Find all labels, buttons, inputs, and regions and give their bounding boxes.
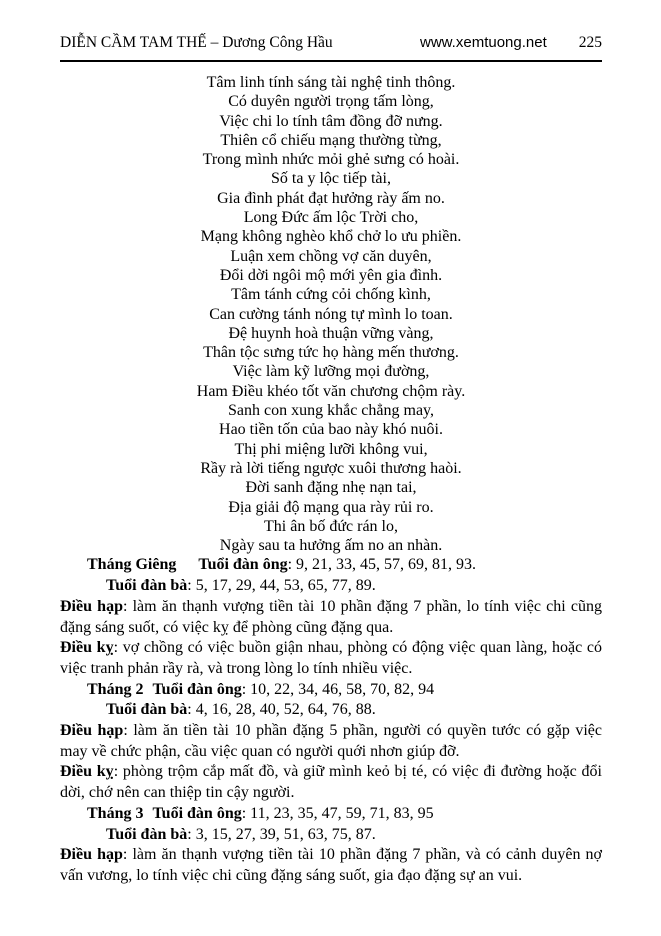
poem-line: Đệ huynh hoà thuận vững vàng, <box>228 324 434 342</box>
women-ages-line <box>60 576 602 597</box>
poem-line: Ngày sau ta hưởng ấm no an nhàn. <box>219 537 443 555</box>
poem-line: Sanh con xung khắc chẳng may, <box>227 402 434 420</box>
poem-line: Thi ân bố đức rán lo, <box>264 517 398 535</box>
men-ages-label: Tuổi đàn ông <box>198 556 288 574</box>
hap-text: : làm ăn thạnh vượng tiền tài 10 phần đặng 7 phần, lo tính việc chi cũng đặng sáng suốt, có việc kỵ để phòng cũng đặng qua. <box>60 597 603 636</box>
women-ages-line <box>60 700 602 721</box>
men-ages-values: : 11, 23, 35, 47, 59, 71, 83, 95 <box>241 804 434 822</box>
ky-text: : phòng trộm cắp mất đồ, và giữ mình keỏ bị té, có việc đi đường hoặc đổi dời, chớ nên can thiệp tin cậy người. <box>60 763 602 802</box>
poem-line: Thân tộc sưng tức họ hàng mến thương. <box>203 344 459 362</box>
poem-line: Rầy rà lời tiếng ngược xuôi thương haòi. <box>200 459 462 477</box>
month-label: Tháng Giêng <box>87 556 177 574</box>
poem-line: Thị phi miệng lưỡi không vui, <box>234 440 428 458</box>
poem-line: Gia đình phát đạt hưởng rày ấm no. <box>217 189 445 207</box>
women-ages-label: Tuổi đàn bà <box>106 825 188 843</box>
poem-line: Tâm linh tính sáng tài nghệ tinh thông. <box>206 74 456 91</box>
month-label: Tháng 2 <box>87 680 144 698</box>
page-content <box>60 73 602 887</box>
hap-paragraph <box>60 721 602 762</box>
ky-paragraph <box>60 638 602 679</box>
men-ages-label: Tuổi đàn ông <box>152 680 242 698</box>
poem-line: Đời sanh đặng nhẹ nạn tai, <box>245 479 417 497</box>
hap-label: Điều hạp <box>60 846 123 864</box>
women-ages-label: Tuổi đàn bà <box>106 577 188 595</box>
website-text: www.xemtuong.net <box>420 34 547 51</box>
hap-paragraph <box>60 845 602 886</box>
poem-line: Mạng không nghèo khổ chở lo ưu phiền. <box>200 228 462 246</box>
poem-line: Việc chi lo tính tâm đồng đỡ nưng. <box>219 112 443 130</box>
poem-line: Số ta y lộc tiếp tài, <box>271 170 391 188</box>
women-ages-line <box>60 825 602 846</box>
ky-paragraph <box>60 762 602 803</box>
ky-label: Điều kỵ <box>60 639 114 657</box>
women-ages-values: : 3, 15, 27, 39, 51, 63, 75, 87. <box>187 825 376 843</box>
month-header-line <box>60 680 602 701</box>
poem-line: Có duyên người trọng tấm lòng, <box>228 93 434 111</box>
hap-paragraph <box>60 597 602 638</box>
month-header-line <box>60 804 602 825</box>
month-header-line <box>60 555 602 576</box>
page-header <box>60 34 602 62</box>
hap-text: : làm ăn thạnh vượng tiền tài 10 phần đặng 7 phần, và có cảnh duyên nợ vấn vương, lo tính việc chi cũng đặng sáng suốt, gia đạo đặng sự an vui. <box>60 846 603 884</box>
women-ages-label: Tuổi đàn bà <box>106 701 188 719</box>
women-ages-values: : 4, 16, 28, 40, 52, 64, 76, 88. <box>187 701 376 719</box>
poem-line: Thiên cổ chiếu mạng thường từng, <box>220 131 442 149</box>
men-ages-label: Tuổi đàn ông <box>152 804 242 822</box>
poem-line: Long Đức ấm lộc Trời cho, <box>243 209 419 227</box>
poem-line: Việc làm kỹ lưỡng mọi đường, <box>232 363 430 381</box>
hap-label: Điều hạp <box>60 722 124 740</box>
month-label: Tháng 3 <box>87 804 144 822</box>
poem <box>60 73 602 555</box>
men-ages-values: : 10, 22, 34, 46, 58, 70, 82, 94 <box>241 680 435 698</box>
poem-line: Can cường tánh nóng tự mình lo toan. <box>209 305 453 323</box>
hap-label: Điều hạp <box>60 597 123 615</box>
men-ages-values: : 9, 21, 33, 45, 57, 69, 81, 93. <box>287 556 477 574</box>
women-ages-values: : 5, 17, 29, 44, 53, 65, 77, 89. <box>187 577 376 595</box>
month-sections <box>60 555 602 886</box>
poem-line: Luận xem chồng vợ căn duyên, <box>230 247 432 265</box>
hap-text: : làm ăn tiền tài 10 phần đặng 5 phần, người có quyền tước có gặp việc may về chức phận, cầu việc quan có người quới nhơn giúp đỡ. <box>60 722 603 760</box>
page-number: 225 <box>578 34 602 51</box>
poem-line: Ham Điều khéo tốt văn chương chộm rày. <box>196 382 466 400</box>
poem-line: Trong mình nhức mỏi ghẻ sưng có hoài. <box>202 151 460 169</box>
poem-line: Hao tiền tốn của bao này khó nuôi. <box>219 421 443 439</box>
poem-line: Tâm tánh cứng cỏi chống kình, <box>231 286 431 304</box>
poem-line: Địa giải độ mạng qua rày rủi ro. <box>228 498 434 516</box>
ky-label: Điều kỵ <box>60 763 114 781</box>
book-title: DIỄN CẦM TAM THẾ – Dương Công Hầu <box>60 34 333 51</box>
poem-line: Đổi dời ngôi mộ mới yên gia đình. <box>219 266 443 284</box>
ky-text: : vợ chồng có việc buồn giận nhau, phòng có động việc quan làng, hoặc có việc tranh phản rầy rà, và trong lòng lo tính nhiều việc. <box>60 639 603 677</box>
